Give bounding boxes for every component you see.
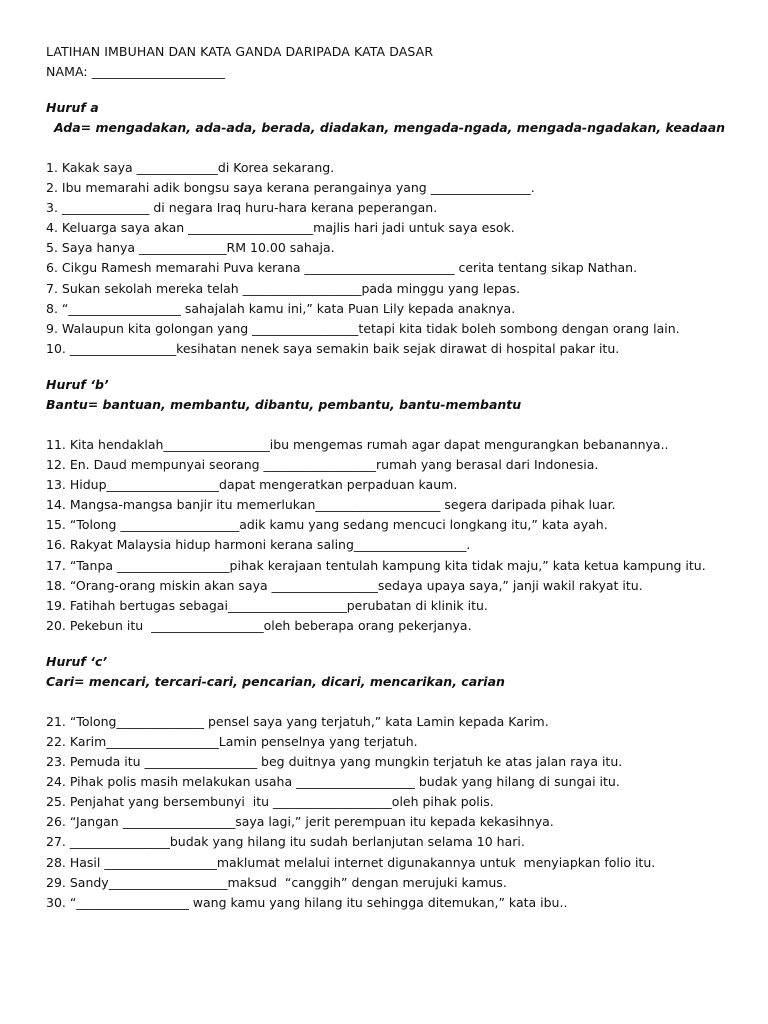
question-item: 12. En. Daud mempunyai seorang __________________rumah yang berasal dari Indonesia. xyxy=(46,457,599,473)
question-item: 22. Karim__________________Lamin penselnya yang terjatuh. xyxy=(46,733,418,749)
question-item: 10. _________________kesihatan nenek saya semakin baik sejak dirawat di hospital pakar itu. xyxy=(46,340,620,356)
question-item: 23. Pemuda itu __________________ beg duitnya yang mungkin terjatuh ke atas jalan raya itu. xyxy=(46,754,623,770)
question-item: 1. Kakak saya _____________di Korea sekarang. xyxy=(46,160,335,175)
exercise-section xyxy=(46,98,728,359)
question-item: 24. Pihak polis masih melakukan usaha ___________________ budak yang hilang di sungai itu. xyxy=(46,774,620,790)
exercise-sections xyxy=(46,98,728,913)
question-item: 17. “Tanpa __________________pihak kerajaan tentulah kampung kita tidak maju,” kata ketua kampung itu. xyxy=(46,557,706,573)
question-item: 7. Sukan sekolah mereka telah ___________________pada minggu yang lepas. xyxy=(46,280,521,296)
question-item: 8. “__________________ sahajalah kamu ini,” kata Puan Lily kepada anaknya. xyxy=(46,300,516,316)
question-item: 3. ______________ di negara Iraq huru-hara kerana peperangan. xyxy=(46,200,438,216)
question-list xyxy=(46,435,728,636)
exercise-section xyxy=(46,375,728,636)
question-item: 21. “Tolong______________ pensel saya yang terjatuh,” kata Lamin kepada Karim. xyxy=(46,713,549,729)
section-heading: Huruf a xyxy=(46,100,99,115)
question-item: 9. Walaupun kita golongan yang _________________tetapi kita tidak boleh sombong dengan orang lain. xyxy=(46,320,680,336)
question-item: 15. “Tolong ___________________adik kamu yang sedang mencuci longkang itu,” kata ayah. xyxy=(46,517,608,533)
name-field: NAMA: _____________________ xyxy=(46,64,226,79)
question-list xyxy=(46,712,728,913)
question-item: 25. Penjahat yang bersembunyi itu ___________________oleh pihak polis. xyxy=(46,794,494,810)
exercise-section xyxy=(46,652,728,913)
section-heading: Huruf ‘b’ xyxy=(46,376,109,392)
root-word-derivatives: Cari= mencari, tercari-cari, pencarian, dicari, mencarikan, carian xyxy=(46,673,505,689)
question-item: 20. Pekebun itu __________________oleh beberapa orang pekerjanya. xyxy=(46,617,472,633)
question-item: 30. “__________________ wang kamu yang hilang itu sehingga ditemukan,” kata ibu.. xyxy=(46,894,568,910)
question-item: 26. “Jangan __________________saya lagi,” jerit perempuan itu kepada kekasihnya. xyxy=(46,814,554,830)
question-item: 28. Hasil __________________maklumat melalui internet digunakannya untuk menyiapkan folio itu. xyxy=(46,854,656,870)
question-item: 2. Ibu memarahi adik bongsu saya kerana perangainya yang ________________. xyxy=(46,180,535,196)
question-item: 27. ________________budak yang hilang itu sudah berlanjutan selama 10 hari. xyxy=(46,834,525,850)
worksheet-title: LATIHAN IMBUHAN DAN KATA GANDA DARIPADA KATA DASAR xyxy=(46,44,434,59)
question-item: 29. Sandy___________________maksud “canggih” dengan merujuki kamus. xyxy=(46,874,507,890)
question-item: 14. Mangsa-mangsa banjir itu memerlukan____________________ segera daripada pihak luar. xyxy=(46,497,616,513)
question-item: 5. Saya hanya ______________RM 10.00 sahaja. xyxy=(46,240,335,256)
question-item: 18. “Orang-orang miskin akan saya _________________sedaya upaya saya,” janji wakil rakyat itu. xyxy=(46,577,643,593)
question-item: 16. Rakyat Malaysia hidup harmoni kerana saling__________________. xyxy=(46,537,471,553)
question-item: 11. Kita hendaklah_________________ibu mengemas rumah agar dapat mengurangkan bebanannya.. xyxy=(46,436,669,452)
question-item: 6. Cikgu Ramesh memarahi Puva kerana ________________________ cerita tentang sikap Nathan. xyxy=(46,260,638,276)
root-word-derivatives: Bantu= bantuan, membantu, dibantu, pembantu, bantu-membantu xyxy=(46,396,522,412)
root-word-derivatives: Ada= mengadakan, ada-ada, berada, diadakan, mengada-ngada, mengada-ngadakan, keadaan xyxy=(54,120,726,135)
question-item: 13. Hidup__________________dapat mengeratkan perpaduan kaum. xyxy=(46,477,458,493)
question-item: 19. Fatihah bertugas sebagai___________________perubatan di klinik itu. xyxy=(46,597,488,613)
question-list xyxy=(46,158,728,359)
section-heading: Huruf ‘c’ xyxy=(46,653,108,669)
question-item: 4. Keluarga saya akan ____________________majlis hari jadi untuk saya esok. xyxy=(46,220,515,236)
